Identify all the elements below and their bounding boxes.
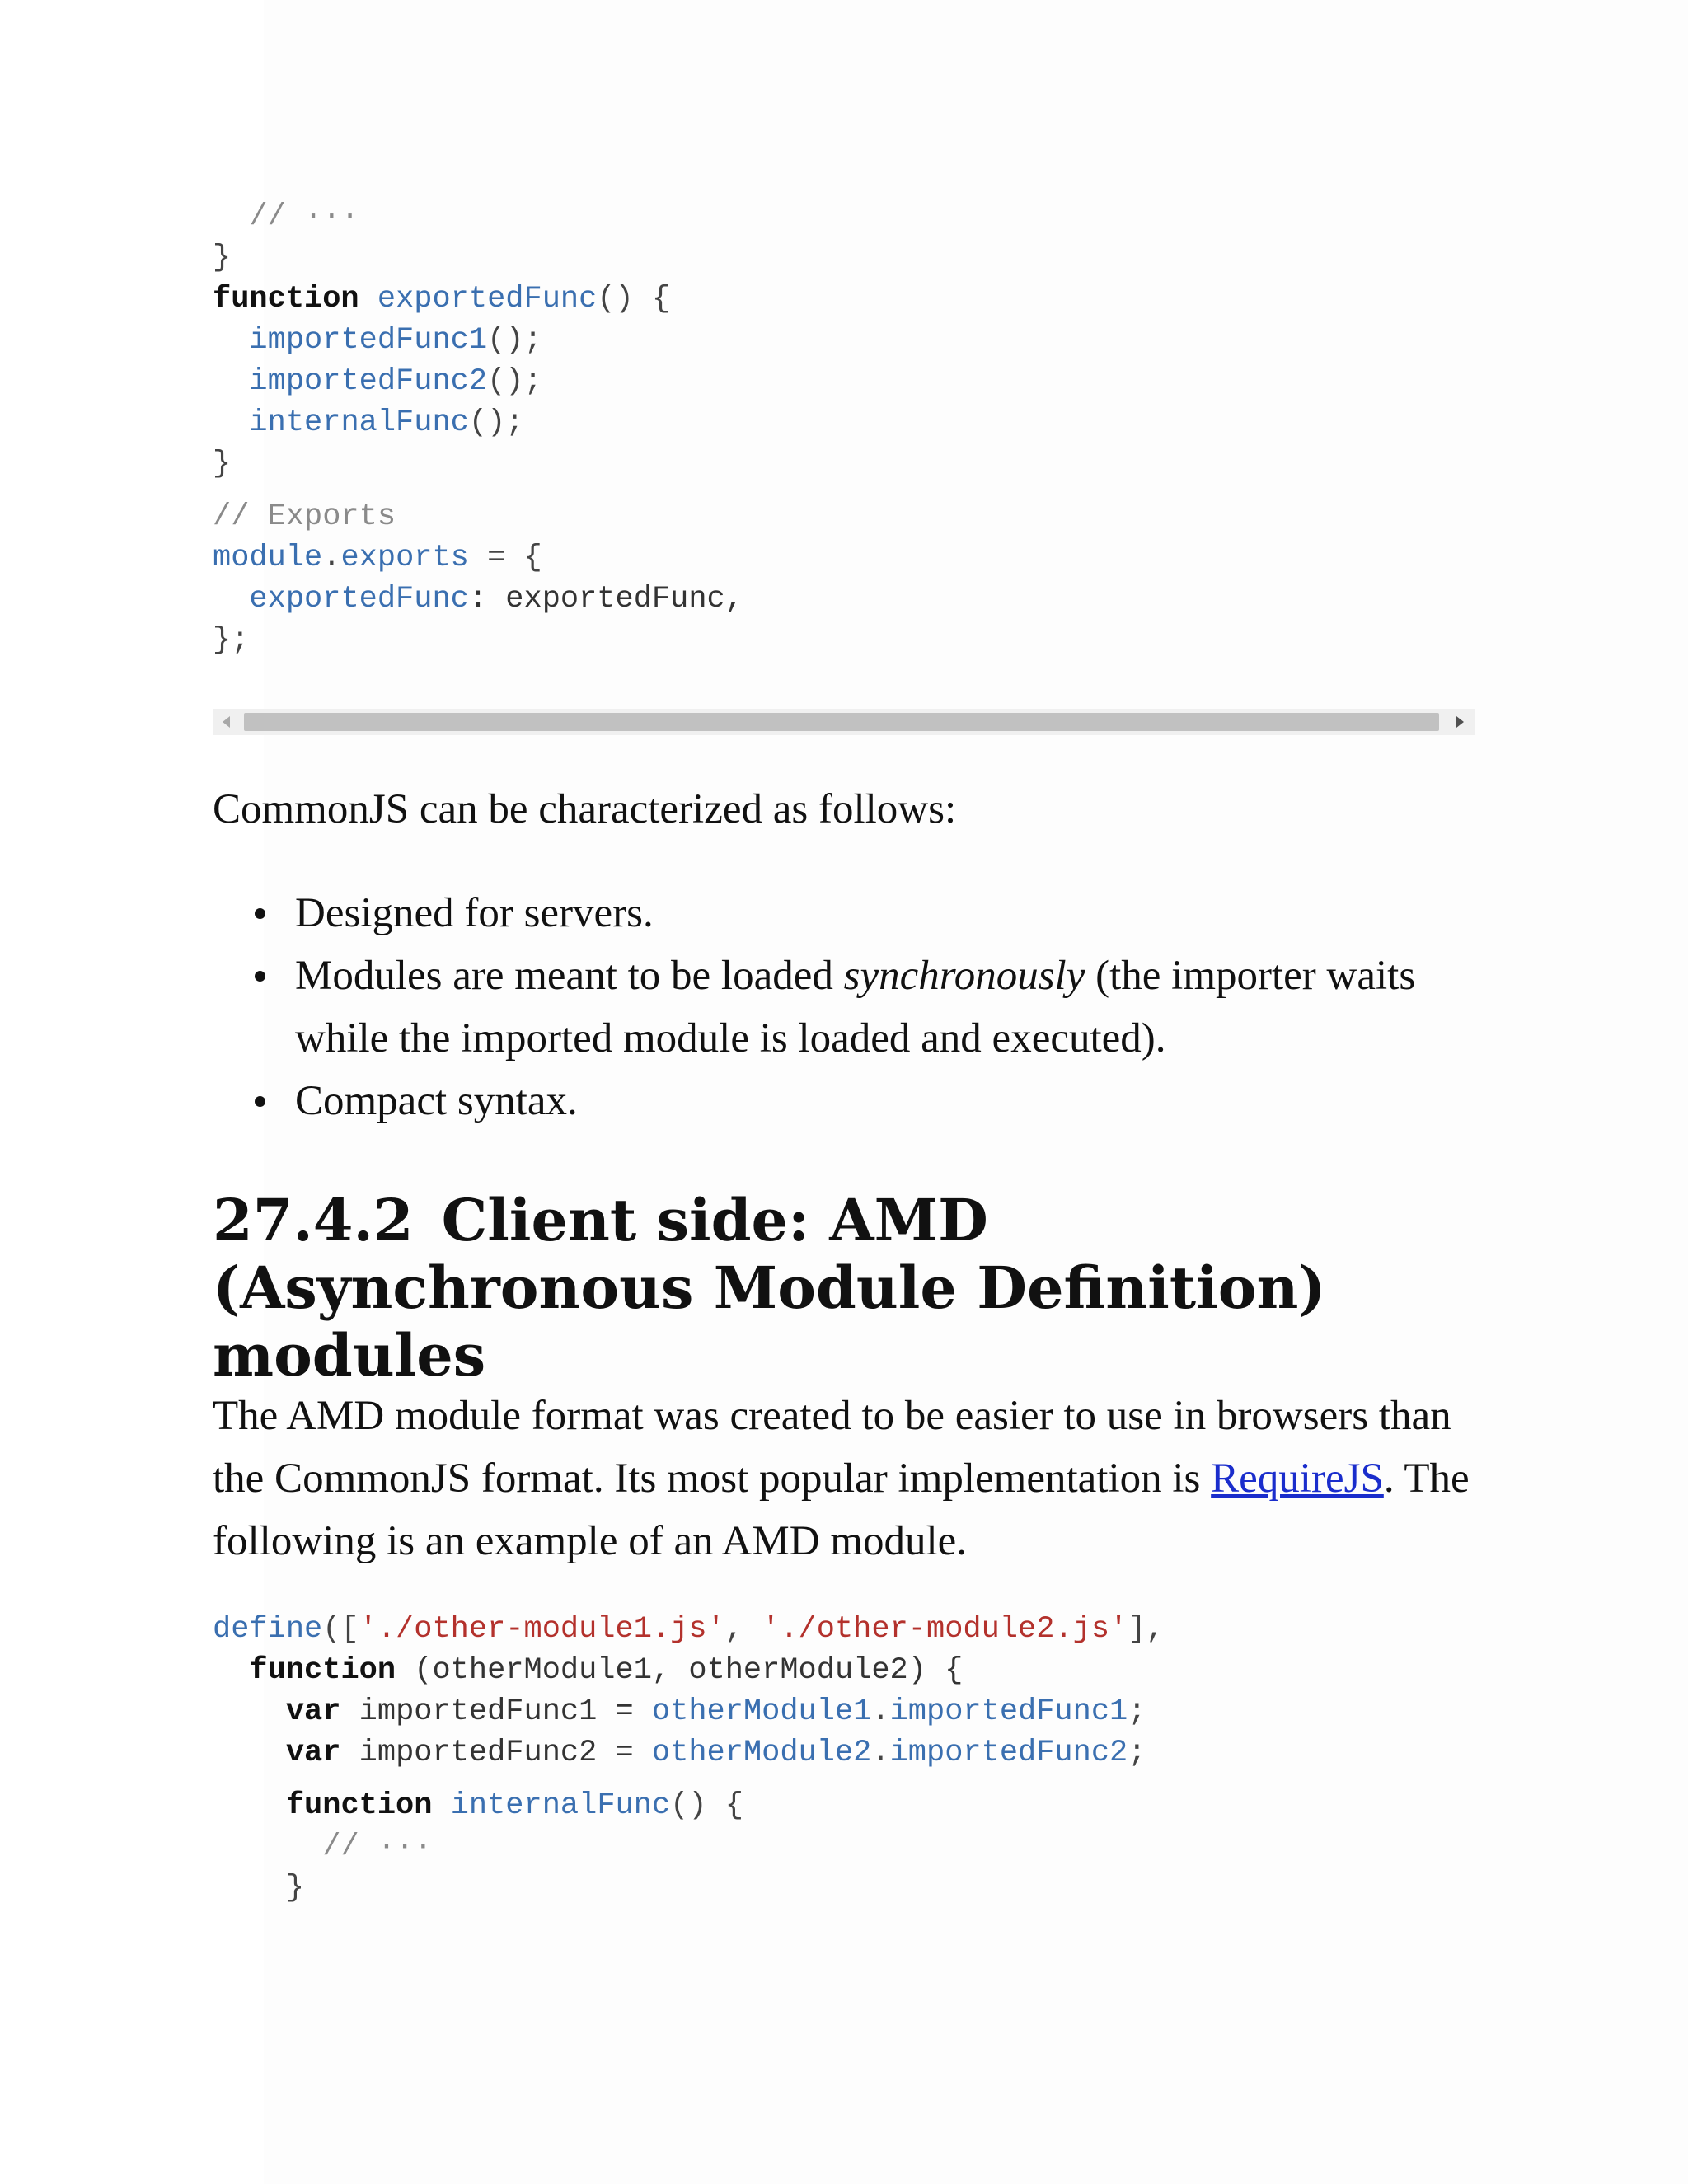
code-token: (otherModule1, otherModule2) { [396, 1653, 964, 1688]
code-block-commonjs [213, 196, 743, 661]
bullet-icon [255, 1096, 265, 1107]
list-item-emphasis: synchronously [843, 953, 1085, 999]
code-token: // Exports [213, 499, 396, 534]
code-token: function [249, 1653, 396, 1688]
list-item-text: Compact syntax. [295, 1078, 578, 1124]
code-token: './other-module2.js' [762, 1612, 1128, 1647]
code-line [213, 443, 743, 485]
code-token: ], [1128, 1612, 1165, 1647]
code-token: () { [597, 282, 671, 316]
code-token: module [213, 541, 323, 575]
section-number: 27.4.2 [213, 1186, 414, 1254]
code-token: importedFunc1 [889, 1694, 1128, 1729]
code-line [213, 1650, 1165, 1691]
code-token [213, 1788, 286, 1823]
code-token: function [285, 1788, 433, 1823]
code-line [213, 1785, 1165, 1826]
code-line [213, 1826, 1165, 1868]
bullet-icon [255, 971, 265, 982]
code-line [213, 279, 743, 320]
code-blank-line [213, 1774, 1165, 1785]
code-token: importedFunc1 [249, 323, 488, 358]
code-token: // ··· [322, 1830, 433, 1864]
code-line [213, 1609, 1165, 1650]
code-token: otherModule2 [651, 1736, 872, 1770]
section-heading [213, 1187, 1475, 1390]
code-token: } [285, 1871, 305, 1905]
list-item-text: Designed for servers. [295, 890, 654, 936]
paragraph-amd-intro [213, 1385, 1475, 1572]
code-line [213, 402, 743, 443]
code-line [213, 196, 743, 237]
code-horizontal-scrollbar[interactable] [213, 709, 1475, 735]
code-token: importedFunc2 = [340, 1736, 652, 1770]
code-token [213, 582, 249, 616]
code-blank-line [213, 485, 743, 496]
code-token [213, 1736, 286, 1770]
code-token [359, 282, 377, 316]
code-token [213, 323, 249, 358]
requirejs-link[interactable]: RequireJS [1211, 1455, 1384, 1502]
code-token: = { [468, 541, 542, 575]
bullet-icon [255, 908, 265, 919]
section-title: Client side: AMD (Asynchronous Module Definition) modules [213, 1186, 1326, 1390]
code-line [213, 361, 743, 402]
code-token: exportedFunc [377, 282, 598, 316]
code-token: exportedFunc [249, 582, 469, 616]
scroll-right-arrow-icon[interactable] [1456, 716, 1464, 728]
code-line [213, 579, 743, 620]
code-token: (); [487, 364, 542, 399]
paragraph-commonjs-intro: CommonJS can be characterized as follows: [213, 786, 957, 832]
code-token: importedFunc2 [249, 364, 488, 399]
code-token: // ··· [249, 199, 359, 234]
code-line [213, 320, 743, 361]
code-token [213, 1830, 322, 1864]
list-item [213, 944, 1475, 1070]
code-token: (); [487, 323, 542, 358]
code-token: function [213, 282, 359, 316]
code-token: . [322, 541, 341, 575]
code-token [213, 364, 249, 399]
list-item-text-before: Modules are meant to be loaded [295, 953, 844, 999]
code-token: ; [1128, 1736, 1146, 1770]
code-token: ; [1128, 1694, 1146, 1729]
code-token: : exportedFunc, [468, 582, 743, 616]
commonjs-characteristics-list [213, 882, 1475, 1132]
code-token: exports [340, 541, 469, 575]
code-line [213, 1691, 1165, 1732]
code-token: } [213, 447, 232, 481]
code-token: }; [213, 623, 250, 658]
scroll-left-arrow-icon[interactable] [223, 716, 230, 728]
code-token: otherModule1 [651, 1694, 872, 1729]
list-item [213, 1070, 1475, 1132]
code-line [213, 1868, 1165, 1909]
code-line [213, 1732, 1165, 1774]
list-item-text-after: (the importer waits while the imported module is loaded and executed). [295, 953, 1416, 1062]
paragraph-text-after: . The following is an example of an AMD module. [213, 1455, 1470, 1564]
code-token [213, 405, 249, 440]
code-token [213, 1653, 249, 1688]
code-line [213, 537, 743, 579]
code-token: var [285, 1694, 341, 1729]
code-token: , [724, 1612, 762, 1647]
code-token: internalFunc [249, 405, 469, 440]
code-token: ([ [322, 1612, 359, 1647]
code-line [213, 620, 743, 661]
code-token [213, 1871, 286, 1905]
code-token: './other-module1.js' [359, 1612, 725, 1647]
code-token: importedFunc1 = [340, 1694, 652, 1729]
code-token: . [871, 1736, 890, 1770]
code-token: () { [670, 1788, 743, 1823]
code-token: importedFunc2 [889, 1736, 1128, 1770]
code-line [213, 237, 743, 279]
paragraph-text-before: The AMD module format was created to be easier to use in browsers than the CommonJS format. Its most popular implementation is [213, 1393, 1451, 1502]
code-token: define [213, 1612, 323, 1647]
code-token: } [213, 241, 232, 275]
code-token: (); [468, 405, 524, 440]
code-token [432, 1788, 450, 1823]
code-token [213, 199, 249, 234]
code-token: . [871, 1694, 890, 1729]
list-item [213, 882, 1475, 944]
code-block-amd [213, 1609, 1165, 1909]
code-line [213, 496, 743, 537]
code-token: var [285, 1736, 341, 1770]
code-token: internalFunc [450, 1788, 671, 1823]
code-token [213, 1694, 286, 1729]
scrollbar-thumb[interactable] [244, 713, 1439, 731]
